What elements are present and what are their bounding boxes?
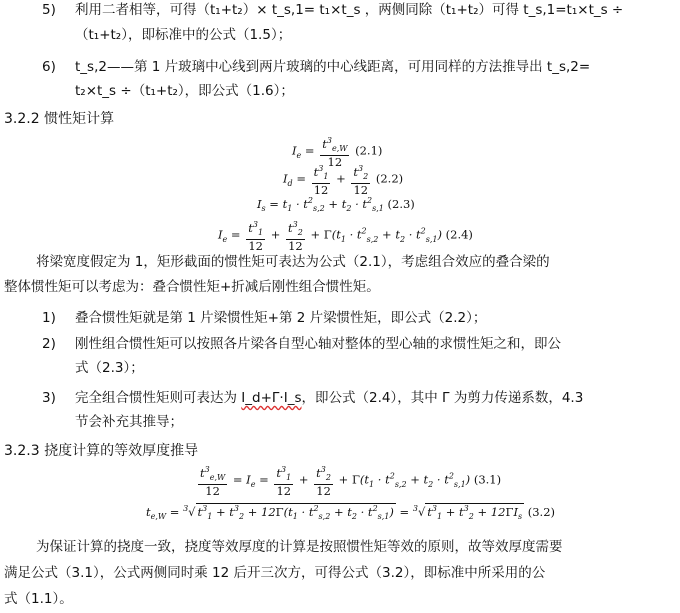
equation-number: (3.1)	[473, 472, 502, 487]
list-item-2-line-1: 刚性组合惯性矩可以按照各片梁各自型心轴对整体的型心轴的求惯性矩之和，即公	[75, 336, 561, 352]
equation-3-1: $\frac{t^3_{e,W}}{12}$ = $I_e$ = $\frac{t^3_1}{12}$ + $\frac{t^3_2}{12}$ + $\Gamma(t_1 \cdot t^2_{s,2} + t_2 \cdot t^2_{s,1})$ (3.1)	[200, 465, 502, 499]
list-item-2-line-2: 式（2.3）；	[75, 360, 144, 376]
list-item-3-line-1: 完全组合惯性矩则可表达为 I_d+Γ·I_s，即公式（2.4），其中 Γ 为剪力传递系数，4.3	[75, 390, 584, 406]
item-5-line-2: （t₁+t₂），即标准中的公式（1.5）；	[75, 27, 292, 43]
list-item-3-line-2: 节会补充其推导；	[75, 414, 183, 430]
item-5-line-1: 利用二者相等，可得（t₁+t₂）× t_s,1= t₁×t_s ，两侧同除（t₁+t₂）可得 t_s,1=t₁×t_s ÷	[75, 2, 624, 18]
equation-number: (3.2)	[527, 504, 556, 519]
equation-number: (2.2)	[375, 171, 404, 186]
section-heading-3-2-2: 3.2.2 惯性矩计算	[4, 111, 115, 127]
list-item-1: 叠合惯性矩就是第 1 片梁惯性矩+第 2 片梁惯性矩，即公式（2.2）；	[75, 310, 487, 326]
equation-2-3: $I_s = t_1 \cdot t^2_{s,2} + t_2 \cdot t^2_{s,1}$ (2.3)	[257, 196, 415, 214]
equation-2-1: $I_e$ = $\frac{t^3_{e,W}}{12}$ (2.1)	[292, 136, 383, 170]
paragraph-line: 整体惯性矩可以考虑为：叠合惯性矩+折减后刚性组合惯性矩。	[4, 279, 380, 295]
paragraph-line: 式（1.1）。	[4, 591, 73, 607]
paragraph-line: 将梁宽度假定为 1，矩形截面的惯性矩可表达为公式（2.1），考虑组合效应的叠合梁的	[36, 254, 550, 270]
equation-3-2: $t_{e,W} = ^3√$ $t^3_1 + t^3_2 + 12\Gamma(t_1 \cdot t^2_{s,2} + t_2 \cdot t^2_{s,1}) = ^3√$ $t^3_1 + t^3_2 + 12\Gamma I_s$ (3.2)	[146, 504, 556, 522]
section-heading-3-2-3: 3.2.3 挠度计算的等效厚度推导	[4, 443, 199, 459]
equation-number: (2.4)	[445, 227, 473, 242]
list-number-3: 3)	[42, 390, 56, 406]
item-6-line-1: t_s,2——第 1 片玻璃中心线到两片玻璃的中心线距离，可用同样的方法推导出 t_s,2=	[75, 59, 591, 75]
list-number-1: 1)	[42, 310, 56, 326]
paragraph-line: 满足公式（3.1），公式两侧同时乘 12 后开三次方，可得公式（3.2），即标准中所采用的公	[4, 565, 546, 581]
list-number-5: 5)	[42, 2, 56, 18]
equation-number: (2.3)	[387, 196, 415, 211]
equation-number: (2.1)	[355, 143, 383, 158]
equation-2-4: $I_e$ = $\frac{t^3_1}{12}$ + $\frac{t^3_2}{12}$ + $\Gamma(t_1 \cdot t^2_{s,2} + t_2 \cdot t^2_{s,1})$ (2.4)	[218, 220, 473, 254]
list-number-6: 6)	[42, 59, 56, 75]
equation-2-2: $I_d$ = $\frac{t^3_1}{12}$ + $\frac{t^3_2}{12}$ (2.2)	[283, 164, 404, 198]
formula-id-gamma-is: I_d+Γ·I_s	[241, 390, 302, 406]
list-number-2: 2)	[42, 336, 56, 352]
paragraph-line: 为保证计算的挠度一致，挠度等效厚度的计算是按照惯性矩等效的原则，故等效厚度需要	[36, 539, 563, 555]
item-6-line-2: t₂×t_s ÷（t₁+t₂），即公式（1.6）；	[75, 83, 294, 99]
